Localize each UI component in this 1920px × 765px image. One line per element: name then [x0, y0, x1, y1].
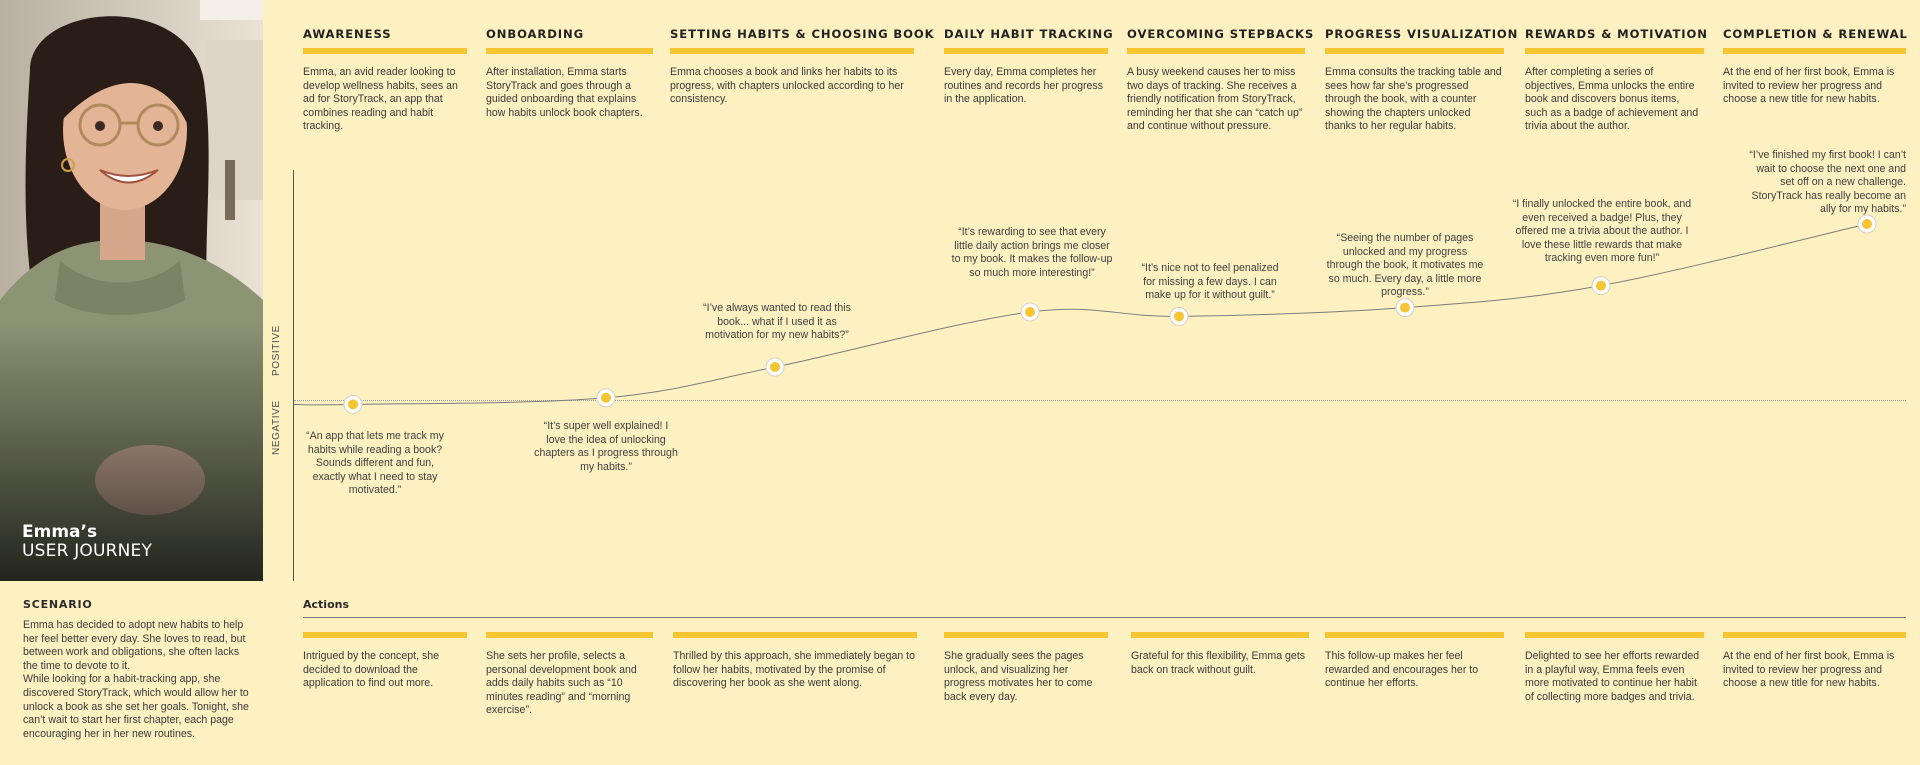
quote-rewards: “I finally unlocked the entire book, and even received a badge! Plus, they offered me a trivia about the author. I love these little rewards that make tracking even more fun!”	[1512, 198, 1692, 265]
quote-setting-habits: “I’ve always wanted to read this book... what if I used it as motivation for my new habits?”	[703, 302, 851, 342]
stage-title: COMPLETION & RENEWAL	[1723, 27, 1908, 41]
stage-description: Emma, an avid reader looking to develop wellness habits, sees an ad for StoryTrack, an app that combines reading and habit tracking.	[303, 66, 458, 133]
action-rewards	[1525, 632, 1704, 704]
action-bar	[303, 632, 467, 638]
emotion-point-6	[1396, 299, 1414, 317]
action-text: She gradually sees the pages unlock, and visualizing her progress motivates her to come back every day.	[944, 650, 1093, 703]
action-text: Thrilled by this approach, she immediately began to follow her habits, motivated by the promise of discovering her book as she went along.	[673, 650, 916, 690]
stage-title: OVERCOMING STEPBACKS	[1127, 27, 1315, 41]
action-text: Delighted to see her efforts rewarded in a playful way, Emma feels even more motivated to continue her habit of collecting more badges and trivia.	[1525, 650, 1700, 703]
stage-description: Emma chooses a book and links her habits to its progress, with chapters unlocked according to her consistency.	[670, 66, 904, 106]
quote-daily-tracking: “It’s rewarding to see that every little daily action brings me closer to my book. It makes the follow-up so much more interesting!”	[951, 226, 1113, 279]
action-onboarding	[486, 632, 653, 718]
stage-title: AWARENESS	[303, 27, 392, 41]
emotion-point-dot	[1025, 307, 1035, 317]
action-bar	[944, 632, 1108, 638]
action-bar	[1723, 632, 1906, 638]
action-text: Intrigued by the concept, she decided to download the application to find out more.	[303, 650, 440, 690]
emotion-point-dot	[770, 362, 780, 372]
action-awareness	[303, 632, 467, 691]
action-bar	[1525, 632, 1704, 638]
stage-description: After completing a series of objectives, Emma unlocks the entire book and discovers bonus items, such as a badge of achievement and trivia about the author.	[1525, 66, 1699, 133]
stage-title: REWARDS & MOTIVATION	[1525, 27, 1708, 41]
emotion-point-dot	[1174, 311, 1184, 321]
emotion-point-dot	[348, 399, 358, 409]
axis-label-positive: POSITIVE	[271, 325, 282, 376]
emotion-point-4	[1021, 303, 1039, 321]
emotion-point-2	[597, 389, 615, 407]
emotion-point-1	[344, 395, 362, 413]
stage-title: DAILY HABIT TRACKING	[944, 27, 1114, 41]
quote-awareness: “An app that lets me track my habits while reading a book? Sounds different and fun, exactly what I need to stay motivated.”	[306, 430, 444, 497]
scenario-text: Emma has decided to adopt new habits to help her feel better every day. She loves to read, but between work and obligations, she often lacks the time to devote to it. While looking for a habit-tracking app, she discovered StoryTrack, which would allow her to unlock a book as she set her goals. Tonight, she can’t wait to start her first chapter, each page encouraging her in her new routines.	[23, 619, 249, 740]
actions-divider	[303, 617, 1906, 618]
emotion-point-dot	[1596, 281, 1606, 291]
action-text: Grateful for this flexibility, Emma gets back on track without guilt.	[1131, 650, 1306, 676]
scenario-title: SCENARIO	[23, 598, 93, 611]
quote-overcoming-stepbacks: “It’s nice not to feel penalized for missing a few days. I can make up for it without guilt.”	[1141, 262, 1279, 302]
emotion-point-8	[1858, 215, 1876, 233]
action-bar	[1325, 632, 1504, 638]
emotion-point-3	[766, 358, 784, 376]
emotion-point-7	[1592, 277, 1610, 295]
quote-onboarding: “It’s super well explained! I love the idea of unlocking chapters as I progress through my habits.”	[534, 420, 678, 473]
axis-label-negative: NEGATIVE	[271, 400, 282, 455]
quote-completion: “I’ve finished my first book! I can’t wait to choose the next one and set off on a new challenge. StoryTrack has really become an ally for my habits.”	[1749, 149, 1906, 216]
action-overcoming-stepbacks	[1131, 632, 1309, 677]
action-progress-visualization	[1325, 632, 1504, 691]
stage-description: Every day, Emma completes her routines and records her progress in the application.	[944, 66, 1103, 106]
action-bar	[1131, 632, 1309, 638]
action-text: This follow-up makes her feel rewarded and encourages her to continue her efforts.	[1325, 650, 1479, 690]
stage-title: SETTING HABITS & CHOOSING BOOK	[670, 27, 935, 41]
stage-title: PROGRESS VISUALIZATION	[1325, 27, 1519, 41]
quote-progress-visualization: “Seeing the number of pages unlocked and my progress through the book, it motivates me so much. Every day, a little more progress.”	[1326, 232, 1484, 299]
action-completion	[1723, 632, 1906, 691]
action-daily-tracking	[944, 632, 1108, 704]
action-bar	[673, 632, 917, 638]
stage-description: A busy weekend causes her to miss two days of tracking. She receives a friendly notification from StoryTrack, reminding her that she can “catch up” and continue without pressure.	[1127, 66, 1303, 133]
emotion-point-dot	[601, 393, 611, 403]
stage-description: At the end of her first book, Emma is invited to review her progress and choose a new title for new habits.	[1723, 66, 1895, 106]
action-setting-habits	[673, 632, 917, 691]
actions-title: Actions	[303, 598, 349, 611]
action-bar	[486, 632, 653, 638]
emotion-point-dot	[1862, 219, 1872, 229]
emotion-point-dot	[1400, 303, 1410, 313]
persona-subtitle: USER JOURNEY	[22, 540, 153, 561]
persona-name: Emma’s	[22, 521, 98, 542]
action-text: At the end of her first book, Emma is invited to review her progress and choose a new title for new habits.	[1723, 650, 1895, 690]
emotion-point-5	[1170, 307, 1188, 325]
action-text: She sets her profile, selects a personal development book and adds daily habits such as “10 minutes reading” and “morning exercise”.	[486, 650, 637, 717]
stage-description: After installation, Emma starts StoryTrack and goes through a guided onboarding that explains how habits unlock book chapters.	[486, 66, 643, 119]
stage-description: Emma consults the tracking table and sees how far she’s progressed through the book, with a counter showing the chapters unlocked thanks to her regular habits.	[1325, 66, 1502, 133]
stage-title: ONBOARDING	[486, 27, 584, 41]
